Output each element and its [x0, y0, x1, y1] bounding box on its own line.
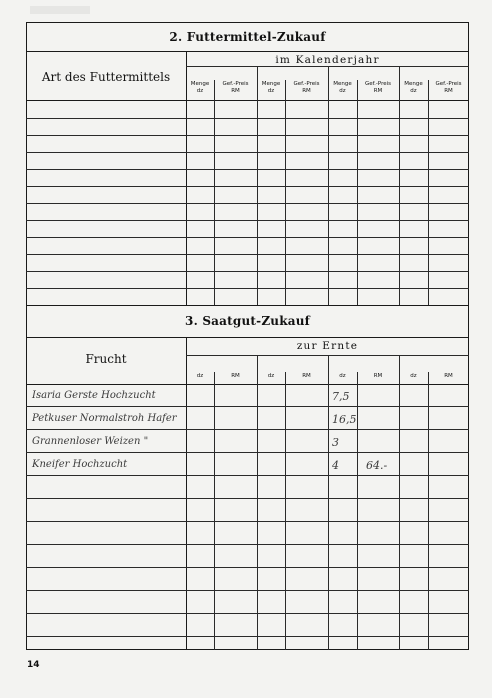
section2-title-rule — [26, 51, 469, 52]
section3-year-divider — [328, 355, 329, 650]
section3-row-rule — [26, 406, 469, 407]
section2-row-rule — [26, 186, 469, 187]
section2-subheader-price: Gef.-Preis RM — [222, 81, 249, 94]
section2-bottom-rule — [26, 305, 469, 306]
section3-row-rule — [26, 613, 469, 614]
section3-subheader-price: RM — [444, 373, 453, 379]
section3-year-divider — [257, 355, 258, 650]
section3-row-rule — [26, 452, 469, 453]
section2-subheader-price: Gef.-Preis RM — [435, 81, 462, 94]
section3-period-label: zur Ernte — [296, 340, 359, 352]
section2-subheader-quantity: Menge dz — [333, 81, 352, 94]
section3-row-rule — [26, 521, 469, 522]
section2-row-rule — [26, 254, 469, 255]
section3-title-rule — [26, 337, 469, 338]
section2-period-label: im Kalenderjahr — [275, 54, 380, 66]
section2-row-header: Art des Futtermittels — [41, 70, 171, 84]
section2-subheader-price: Gef.-Preis RM — [364, 81, 392, 94]
section3-subheader-quantity: dz — [339, 373, 346, 379]
entry-dz-1943: 4 — [332, 459, 339, 472]
section2-subheader-quantity: Menge dz — [190, 81, 210, 94]
section2-row-rule — [26, 237, 469, 238]
section2-subheader-quantity: Menge dz — [404, 81, 423, 94]
entry-frucht: Isaria Gerste Hochzucht — [32, 390, 156, 401]
section3-subheader-quantity: dz — [196, 373, 204, 379]
section3-subheader-price: RM — [373, 373, 383, 379]
section3-header-rule — [26, 384, 469, 385]
section3-row-rule — [26, 498, 469, 499]
section2-row-rule — [26, 220, 469, 221]
entry-dz-1943: 3 — [332, 436, 339, 449]
section2-row-rule — [26, 271, 469, 272]
entry-frucht: Kneifer Hochzucht — [32, 459, 128, 470]
entry-rm-1943: 64.- — [366, 459, 388, 472]
section2-row-rule — [26, 288, 469, 289]
section2-row-rule — [26, 152, 469, 153]
section2-title: 2. Futtermittel-Zukauf — [169, 30, 326, 44]
section3-sub-divider — [357, 372, 358, 650]
section2-row-rule — [26, 169, 469, 170]
section3-label-divider — [186, 337, 187, 650]
entry-dz-1943: 16,5 — [332, 413, 357, 426]
section2-subheader-quantity: Menge dz — [261, 81, 281, 94]
section2-row-rule — [26, 135, 469, 136]
section2-row-rule — [26, 203, 469, 204]
section2-subheader-price: Gef.-Preis RM — [293, 81, 320, 94]
section3-sub-divider — [285, 372, 286, 650]
section3-subheader-price: RM — [302, 373, 311, 379]
section3-row-rule — [26, 475, 469, 476]
form-frame — [26, 22, 469, 650]
bleed-through-mark — [30, 6, 90, 14]
section3-title: 3. Saatgut-Zukauf — [185, 314, 310, 328]
section3-sub-divider — [428, 372, 429, 650]
section3-subheader-quantity: dz — [267, 373, 275, 379]
section3-row-rule — [26, 544, 469, 545]
entry-frucht: Petkuser Normalstroh Hafer — [32, 413, 177, 424]
page-number: 14 — [27, 660, 40, 670]
section3-row-rule — [26, 636, 469, 637]
section3-year-divider — [399, 355, 400, 650]
section3-row-rule — [26, 590, 469, 591]
section3-row-rule — [26, 429, 469, 430]
entry-frucht: Grannenloser Weizen " — [32, 436, 149, 447]
section3-subheader-quantity: dz — [410, 373, 417, 379]
entry-dz-1943: 7,5 — [332, 390, 350, 403]
section2-header-rule — [26, 100, 469, 101]
section3-sub-divider — [214, 372, 215, 650]
section3-subheader-price: RM — [231, 373, 240, 379]
section3-row-rule — [26, 567, 469, 568]
section2-row-rule — [26, 118, 469, 119]
section3-row-header: Frucht — [85, 352, 127, 366]
